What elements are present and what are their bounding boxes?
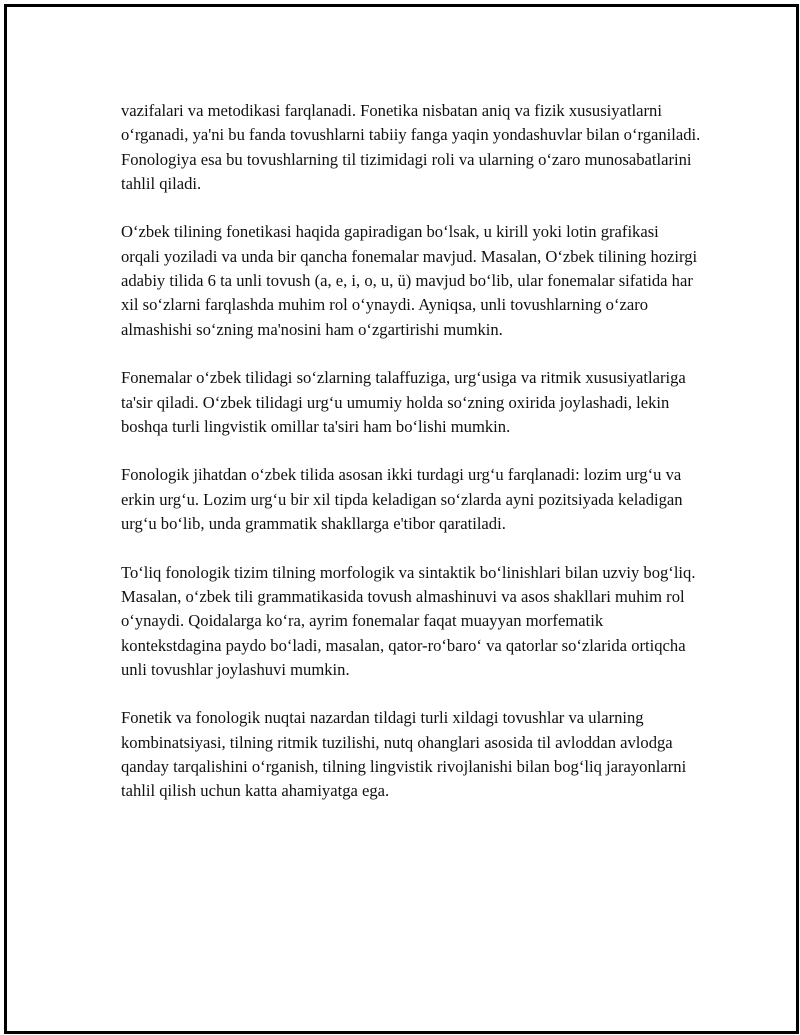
- paragraph-6: Fonetik va fonologik nuqtai nazardan tildagi turli xildagi tovushlar va ularning kombinatsiyasi, tilning ritmik tuzilishi, nutq ohanglari asosida til avloddan avlodga qanday tarqalishini o‘rganish, tilning lingvistik rivojlanishi bilan bog‘liq jarayonlarni tahlil qilish uchun katta ahamiyatga ega.: [121, 708, 687, 801]
- document-body: [121, 99, 701, 828]
- paragraph-5: To‘liq fonologik tizim tilning morfologik va sintaktik bo‘linishlari bilan uzviy bog‘liq. Masalan, o‘zbek tili grammatikasida tovush almashinuvi va asos shakllari muhim rol o‘ynaydi. Qoidalarga ko‘ra, ayrim fonemalar faqat muayyan morfematik kontekstdagina paydo bo‘ladi, masalan, qator-ro‘baro‘ va qatorlar so‘zlarida ortiqcha unli tovushlar joylashuvi mumkin.: [121, 562, 696, 679]
- paragraph-1: vazifalari va metodikasi farqlanadi. Fonetika nisbatan aniq va fizik xususiyatlarni o‘rganadi, ya'ni bu fanda tovushlarni tabiiy fanga yaqin yondashuvlar bilan o‘rganiladi. Fonologiya esa bu tovushlarning til tizimidagi roli va ularning o‘zaro munosabatlarini tahlil qiladi.: [121, 101, 701, 193]
- paragraph-4: Fonologik jihatdan o‘zbek tilida asosan ikki turdagi urg‘u farqlanadi: lozim urg‘u va erkin urg‘u. Lozim urg‘u bir xil tipda keladigan so‘zlarda ayni pozitsiyada keladigan urg‘u bo‘lib, unda grammatik shakllarga e'tibor qaratiladi.: [121, 465, 683, 534]
- page-frame: [4, 4, 799, 1034]
- paragraph-3: Fonemalar o‘zbek tilidagi so‘zlarning talaffuziga, urg‘usiga va ritmik xususiyatlariga ta'sir qiladi. O‘zbek tilidagi urg‘u umumiy holda so‘zning oxirida joylashadi, lekin boshqa turli lingvistik omillar ta'siri ham bo‘lishi mumkin.: [121, 368, 686, 436]
- paragraph-2: O‘zbek tilining fonetikasi haqida gapiradigan bo‘lsak, u kirill yoki lotin grafikasi orqali yoziladi va unda bir qancha fonemalar mavjud. Masalan, O‘zbek tilining hozirgi adabiy tilida 6 ta unli tovush (a, e, i, o, u, ü) mavjud bo‘lib, ular fonemalar sifatida har xil so‘zlarni farqlashda muhim rol o‘ynaydi. Ayniqsa, unli tovushlarning o‘zaro almashishi so‘zning ma'nosini ham o‘zgartirishi mumkin.: [121, 222, 698, 339]
